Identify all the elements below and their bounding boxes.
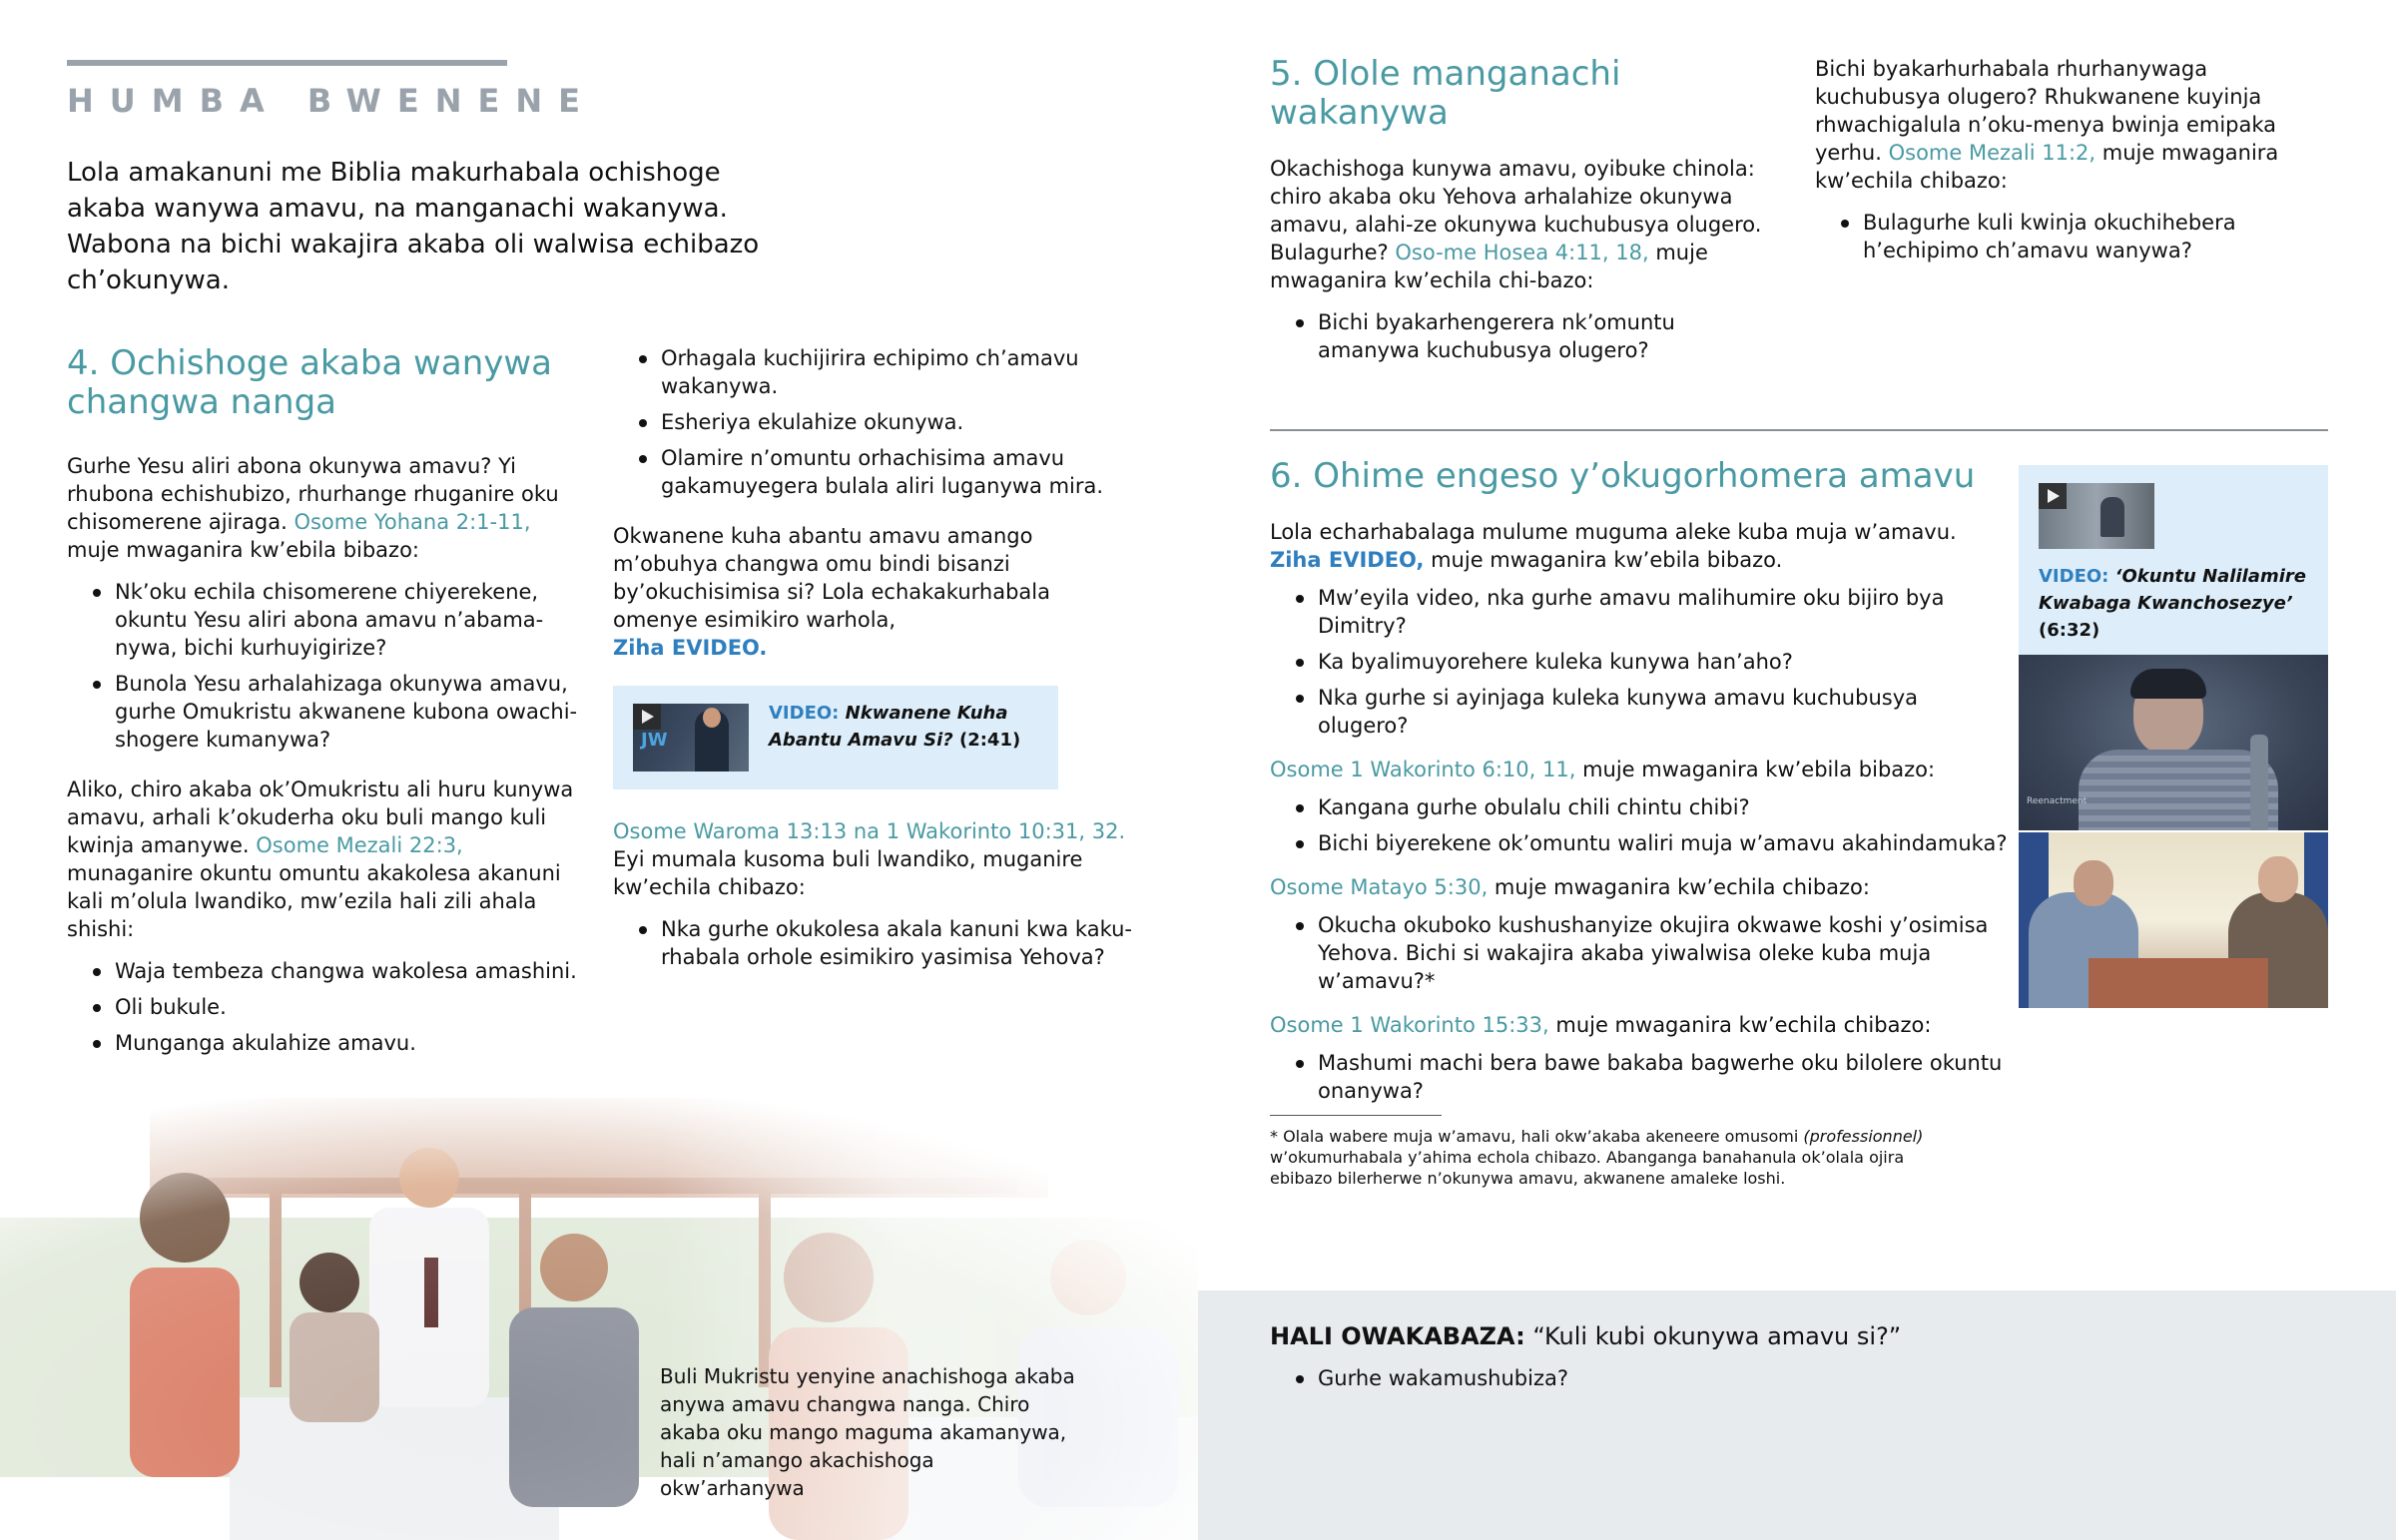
video-title: Nkwanene Kuha Abantu Amavu Si? — [769, 703, 1008, 751]
woman-head — [2258, 856, 2298, 902]
scripture-link-romans-corinthians[interactable]: Osome Waroma 13:13 na 1 Wakorinto 10:31, 32. — [613, 819, 1126, 843]
paragraph-text: Aliko, chiro akaba ok’Omukristu ali huru kunywa amavu, arhali k’okuderha oku buli mango kuli kwinja amanywe. — [67, 777, 574, 857]
scripture-link-matthew[interactable]: Osome Matayo 5:30, — [1270, 875, 1489, 899]
video-still-man-drinking — [2019, 655, 2328, 830]
kicker-title: HUMBA BWENENE — [67, 82, 596, 120]
intro-text: Lola amakanuni me Biblia makurhabala ochishoge akaba wanywa amavu, na manganachi wakanywa. Wabona na bichi wakajira akaba oli walwisa echibazo ch’okunywa. — [67, 158, 760, 295]
footer-quote: “Kuli kubi okunywa amavu si?” — [1532, 1322, 1902, 1350]
footnote-text: w’okumurhabala y’ahima echola chibazo. Abanganga banahanula ok’olala ojira ebibazo bilerherwe n’okunywa amavu, akwanene amaleke loshi. — [1270, 1148, 1905, 1188]
paragraph-text: Okwanene kuha abantu amavu amango m’obuhya changwa omu bindi bisanzi by’okuchisimisa si? Lola echakakurhabala omenye esimikiro warhola, — [613, 524, 1050, 632]
section-6-questions-1 — [1270, 584, 2009, 740]
footnote-rule — [1270, 1115, 1442, 1116]
paragraph-text: muje mwaganira kw’ebila bibazo: — [1575, 758, 1936, 781]
video-thumbnail[interactable] — [2039, 483, 2154, 549]
section-5-questions-1 — [1270, 308, 1779, 364]
footnote — [1270, 1126, 1949, 1189]
video-title: ‘Okuntu Nalilamire Kwabaga Kwanchosezye’ — [2039, 566, 2306, 614]
section-5-right — [1815, 55, 2334, 272]
man-hair — [2130, 669, 2206, 699]
video-duration: (2:41) — [958, 730, 1021, 751]
section-4-right — [613, 344, 1132, 979]
section-6-questions-4 — [1270, 1049, 2009, 1105]
section-5-paragraph-1 — [1270, 155, 1779, 294]
footnote-italic: (professionnel) — [1803, 1127, 1924, 1146]
video-label: VIDEO: — [2039, 566, 2109, 587]
table — [2089, 958, 2268, 1008]
scripture-link-proverbs-11[interactable]: Osome Mezali 11:2, — [1888, 141, 2096, 165]
section-6-questions-3 — [1270, 911, 2009, 995]
question-item: Bichi byakarhengerera nk’omuntu amanywa kuchubusya olugero? — [1270, 308, 1779, 364]
scripture-link-proverbs[interactable]: Osome Mezali 22:3, — [256, 833, 463, 857]
paragraph-text: muje mwaganira kw’ebila bibazo: — [67, 538, 420, 562]
section-4-questions-1 — [67, 578, 586, 754]
situations-list-continued — [613, 344, 1132, 500]
video-still-family-study — [2019, 832, 2328, 1008]
paragraph-text: muje mwaganira kw’echila chibazo: — [1548, 1013, 1932, 1037]
section-6-scripture-2 — [1270, 756, 2009, 783]
question-item: Mashumi machi bera bawe bakaba bagwerhe oku bilolere okuntu onanywa? — [1270, 1049, 2009, 1105]
footer-box — [1198, 1290, 2396, 1540]
video-label: VIDEO: — [769, 703, 840, 724]
watch-video-link[interactable]: Ziha EVIDEO. — [613, 636, 768, 660]
question-item: Bulagurhe kuli kwinja okuchihebera h’echipimo ch’amavu wanywa? — [1815, 209, 2334, 264]
watch-video-link[interactable]: Ziha EVIDEO, — [1270, 548, 1425, 572]
question-item: Mw’eyila video, nka gurhe amavu malihumire oku bijiro bya Dimitry? — [1270, 584, 2009, 640]
section-4-left — [67, 344, 586, 1065]
footer-label: HALI OWAKABAZA: — [1270, 1322, 1525, 1350]
section-5-questions-2 — [1815, 209, 2334, 264]
section-4-paragraph-3 — [613, 522, 1132, 662]
video-duration: (6:32) — [2039, 620, 2100, 641]
scripture-link-hosea[interactable]: Oso-me Hosea 4:11, 18, — [1395, 241, 1649, 264]
situation-item: Orhagala kuchijirira echipimo ch’amavu wakanywa. — [613, 344, 1132, 400]
man-figure — [2100, 497, 2124, 537]
situations-list — [67, 957, 586, 1057]
situation-item: Olamire n’omuntu orhachisima amavu gakamuyegera bulala aliri luganywa mira. — [613, 444, 1132, 500]
video-thumbnail[interactable] — [633, 704, 749, 771]
section-5-heading: 5. Olole manganachi wakanywa — [1270, 54, 1621, 133]
section-4-paragraph-4: Eyi mumala kusoma buli lwandiko, muganire kw’echila chibazo: — [613, 847, 1083, 899]
situation-item: Oli bukule. — [67, 993, 586, 1021]
question-item: Kangana gurhe obulalu chili chintu chibi? — [1270, 793, 2009, 821]
footer-questions — [1270, 1364, 1568, 1400]
question-item: Nk’oku echila chisomerene chiyerekene, okuntu Yesu aliri abona amavu n’abama-nywa, bichi kurhuyigirize? — [67, 578, 586, 662]
scripture-link-1-corinthians-15[interactable]: Osome 1 Wakorinto 15:33, — [1270, 1013, 1549, 1037]
paragraph-text: muje mwaganira kw’echila chibazo: — [1488, 875, 1870, 899]
footnote-text: * Olala wabere muja w’amavu, hali okw’akaba akeneere omusomi — [1270, 1127, 1804, 1146]
scripture-link-john[interactable]: Osome Yohana 2:1-11, — [294, 510, 531, 534]
jw-logo: JW — [641, 730, 668, 751]
situation-item: Esheriya ekulahize okunywa. — [613, 408, 1132, 436]
section-4-heading: 4. Ochishoge akaba wanywa changwa nanga — [67, 343, 553, 422]
question-item: Okucha okuboko kushushanyize okujira okwawe koshi y’osimisa Yehova. Bichi si wakajira akaba yiwalwisa oleke kuba muja w’amavu?* — [1270, 911, 2009, 995]
question-item: Bichi biyerekene ok’omuntu waliri muja w’amavu akahindamuka? — [1270, 829, 2009, 857]
video-card-2[interactable] — [2019, 465, 2328, 655]
paragraph-text: muje mwaganira kw’ebila bibazo. — [1424, 548, 1783, 572]
section-4-paragraph-1 — [67, 452, 586, 564]
section-4-questions-2 — [613, 915, 1132, 971]
situation-item: Munganga akulahize amavu. — [67, 1029, 586, 1057]
section-5-left — [1270, 55, 1779, 372]
section-divider — [1270, 429, 2328, 431]
scripture-link-1-corinthians-6[interactable]: Osome 1 Wakorinto 6:10, 11, — [1270, 758, 1576, 781]
play-icon[interactable] — [633, 704, 661, 730]
section-6-questions-2 — [1270, 793, 2009, 857]
video-card-1[interactable] — [613, 686, 1058, 789]
section-6-heading: 6. Ohime engeso y’okugorhomera amavu — [1270, 456, 1976, 496]
paragraph-text: muje mwaganira kw’echila chi-bazo: — [1270, 241, 1708, 292]
man-sweater — [2079, 750, 2278, 830]
question-item: Gurhe wakamushubiza? — [1270, 1364, 1568, 1392]
question-item: Bunola Yesu arhalahizaga okunywa amavu, gurhe Omukristu akwanene kubona owachi-shogere kumanywa? — [67, 670, 586, 754]
paragraph-text: Gurhe Yesu aliri abona okunywa amavu? Yi rhubona echishubizo, rhurhange rhuganire oku chisomerene ajiraga. — [67, 454, 559, 534]
reenactment-caption: Reenactment — [2027, 796, 2088, 806]
section-6-scripture-3 — [1270, 873, 2009, 901]
paragraph-text: Lola echarhabalaga mulume muguma aleke kuba muja w’amavu. — [1270, 520, 1957, 544]
paragraph-text: Okachishoga kunywa amavu, oyibuke chinola: chiro akaba oku Yehova arhalahize okunywa amavu, alahi-ze okunywa kuchubusya olugero. Bulagurhe? — [1270, 157, 1762, 264]
kicker-rule — [67, 60, 507, 66]
video-title-1 — [769, 700, 1038, 754]
footer-question — [1270, 1320, 1901, 1352]
section-6-paragraph-1 — [1270, 518, 2009, 574]
paragraph-text: munaganire okuntu omuntu akakolesa akanuni kali m’olula lwandiko, mw’ezila hali zili ahala shishi: — [67, 861, 561, 941]
situation-item: Waja tembeza changwa wakolesa amashini. — [67, 957, 586, 985]
question-item: Ka byalimuyorehere kuleka kunywa han’aho? — [1270, 648, 2009, 676]
play-icon[interactable] — [2039, 483, 2067, 509]
man-head — [2074, 860, 2113, 906]
section-5-paragraph-2 — [1815, 55, 2334, 195]
paragraph-text: Bichi byakarhurhabala rhurhanywaga kuchubusya olugero? Rhukwanene kuyinja rhwachigalula n’oku-menya bwinja emipaka yerhu. — [1815, 57, 2277, 165]
video-title-2 — [2039, 563, 2318, 644]
section-6-main — [1270, 457, 2009, 1189]
question-item: Nka gurhe okukolesa akala kanuni kwa kaku-rhabala orhole esimikiro yasimisa Yehova? — [613, 915, 1132, 971]
bottle — [2250, 735, 2268, 830]
section-4-paragraph-2 — [67, 775, 586, 943]
section-6-scripture-4 — [1270, 1011, 2009, 1039]
question-item: Nka gurhe si ayinjaga kuleka kunywa amavu kuchubusya olugero? — [1270, 684, 2009, 740]
illustration-caption: Buli Mukristu yenyine anachishoga akaba anywa amavu changwa nanga. Chiro akaba oku mango maguma akamanywa, hali n’amango akachishoga okw’arhanywa — [660, 1364, 1075, 1500]
paragraph-text: muje mwaganira kw’echila chibazo: — [1815, 141, 2279, 193]
presenter-head — [703, 708, 721, 728]
